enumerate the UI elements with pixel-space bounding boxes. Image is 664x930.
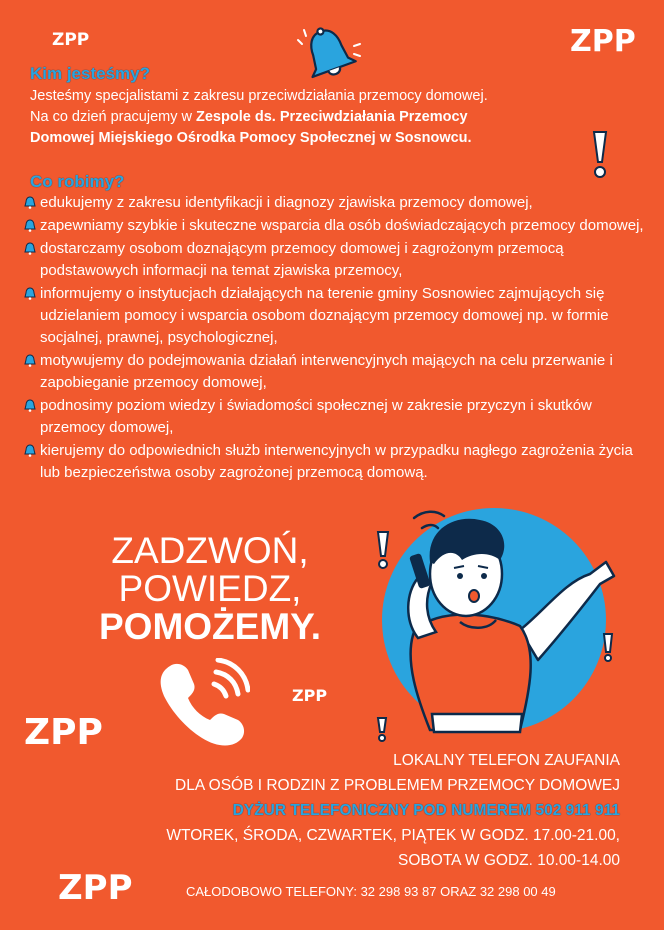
activities-list [24,192,644,485]
list-item [24,192,644,214]
bullet-bell-icon [24,399,36,412]
list-item-text: informujemy o instytucjach działających na terenie gminy Sosnowiec zajmujących się udzielaniem pomocy i wsparcia osobom doznającym przemocy domowej np. w formie socjalnej, prawnej, psychologicznej, [40,285,609,346]
list-item-text: podnosimy poziom wiedzy i świadomości społecznej w zakresie przyczyn i skutków przemocy domowej, [40,397,592,436]
list-item-text: edukujemy z zakresu identyfikacji i diagnozy zjawiska przemocy domowej, [40,194,533,211]
exclamation-icon [378,532,388,556]
bell-icon [296,24,362,86]
slogan-line-1: ZADZWOŃ, [111,530,309,571]
contact-line-2: DLA OSÓB I RODZIN Z PROBLEMEM PRZEMOCY DOMOWEJ [175,777,620,794]
zpp-logo: ZPP [570,24,636,59]
who-description [30,86,610,149]
person-on-phone-illustration [370,500,630,750]
bullet-bell-icon [24,219,36,232]
list-item [24,395,644,439]
list-item-text: zapewniamy szybkie i skuteczne wsparcia dla osób doświadczających przemocy domowej, [40,217,644,234]
phone-icon [158,658,250,750]
contact-phone-number: DYŻUR TELEFONICZNY POD NUMEREM 502 911 911 [232,802,620,819]
who-line-3: Domowej Miejskiego Ośrodka Pomocy Społecznej w Sosnowcu. [30,130,472,146]
zpp-logo: ZPP [58,868,133,908]
who-line-2 [30,107,610,128]
list-item [24,283,644,349]
who-line-1: Jesteśmy specjalistami z zakresu przeciwdziałania przemocy domowej. [30,88,488,104]
list-item [24,238,644,282]
slogan-line-2: POWIEDZ, [118,568,302,609]
bullet-bell-icon [24,444,36,457]
who-line-2-plain: Na co dzień pracujemy w [30,109,197,125]
slogan-line-3: POMOŻEMY. [98,606,322,647]
contact-info [166,748,620,873]
exclamation-icon [586,128,614,182]
list-item [24,215,644,237]
bullet-bell-icon [24,242,36,255]
list-item-text: kierujemy do odpowiednich służb interwencyjnych w przypadku nagłego zagrożenia życia lub bezpieczeństwa osoby zagrożonej przemocą domową. [40,442,633,481]
contact-hours-weekday: WTOREK, ŚRODA, CZWARTEK, PIĄTEK W GODZ. 17.00-21.00, [166,827,620,844]
who-line-2-bold: Zespole ds. Przeciwdziałania Przemocy [196,109,468,125]
bullet-bell-icon [24,196,36,209]
footer-phones: CAŁODOBOWO TELEFONY: 32 298 93 87 ORAZ 32 298 00 49 [186,884,556,899]
what-heading: Co robimy? [30,172,125,191]
list-item-text: dostarczamy osobom doznającym przemocy domowej i zagrożonym przemocą podstawowych informacji na temat zjawiska przemocy, [40,240,564,279]
list-item [24,440,644,484]
contact-line-1: LOKALNY TELEFON ZAUFANIA [393,752,620,769]
zpp-logo: ZPP [52,30,90,50]
who-heading: Kim jesteśmy? [30,64,150,83]
slogan [60,532,360,646]
list-item-text: motywujemy do podejmowania działań interwencyjnych mających na celu przerwanie i zapobieganie przemocy domowej, [40,352,613,391]
zpp-logo: ZPP [292,686,328,705]
list-item [24,350,644,394]
bullet-bell-icon [24,354,36,367]
zpp-logo: ZPP [24,712,103,753]
contact-hours-saturday: SOBOTA W GODZ. 10.00-14.00 [398,852,620,869]
bullet-bell-icon [24,287,36,300]
